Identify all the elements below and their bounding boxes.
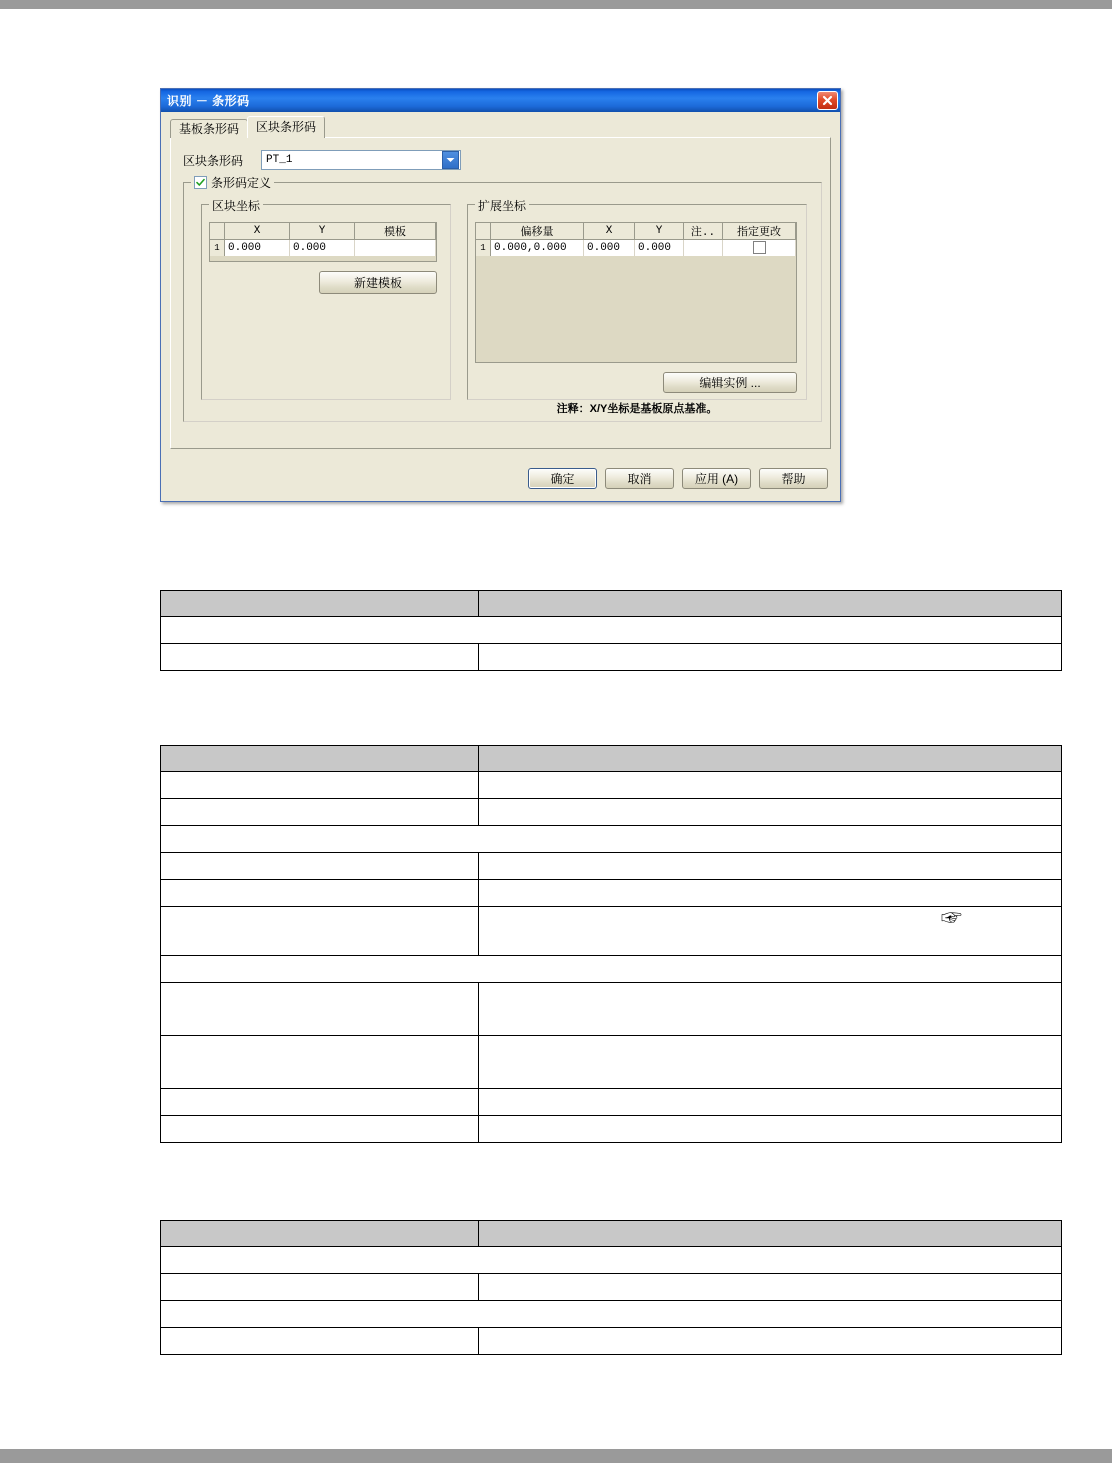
column-header-x[interactable]: X — [584, 223, 635, 240]
cell-b — [479, 1274, 1062, 1301]
cell-a — [161, 1328, 479, 1355]
cancel-button[interactable]: 取消 — [605, 468, 674, 489]
block-barcode-select[interactable] — [261, 150, 461, 170]
column-header-y[interactable]: Y — [290, 223, 355, 240]
table-row — [161, 853, 1062, 880]
cell-b — [479, 853, 1062, 880]
table-row — [161, 826, 1062, 853]
column-header-y[interactable]: Y — [635, 223, 684, 240]
cell-y[interactable]: 0.000 — [635, 240, 684, 257]
tab-base-barcode[interactable]: 基板条形码 — [170, 119, 248, 138]
cell-a — [161, 907, 479, 956]
help-button[interactable]: 帮助 — [759, 468, 828, 489]
table-row — [161, 1247, 1062, 1274]
row-index: 1 — [476, 240, 491, 257]
apply-button[interactable]: 应用 (A) — [682, 468, 751, 489]
table-row — [161, 1036, 1062, 1089]
cell-offset[interactable]: 0.000,0.000 — [491, 240, 584, 257]
cell-span — [161, 956, 1062, 983]
cell-a — [161, 644, 479, 671]
page-bottom-rule — [0, 1449, 1112, 1463]
column-header-b — [479, 746, 1062, 772]
pointing-hand-icon: ☞ — [941, 907, 962, 930]
tabstrip — [170, 117, 324, 138]
cell-a — [161, 853, 479, 880]
cell-span — [161, 1301, 1062, 1328]
cell-b — [479, 907, 1062, 956]
table-row — [161, 1301, 1062, 1328]
table-row — [161, 644, 1062, 671]
page-top-rule — [0, 0, 1112, 9]
dialog-body — [161, 112, 840, 501]
cell-a — [161, 1116, 479, 1143]
new-template-button[interactable]: 新建模板 — [319, 271, 437, 294]
table-row[interactable] — [210, 240, 436, 257]
cell-y[interactable]: 0.000 — [290, 240, 355, 257]
cell-a — [161, 1274, 479, 1301]
extend-coord-legend: 扩展坐标 — [475, 197, 529, 214]
barcode-dialog — [160, 88, 841, 502]
checkmark-icon — [194, 176, 207, 189]
column-header-note[interactable]: 注.. — [684, 223, 723, 240]
cell-b — [479, 880, 1062, 907]
grid-filler — [476, 256, 796, 363]
cell-a — [161, 983, 479, 1036]
column-header-b — [479, 1221, 1062, 1247]
cell-span — [161, 617, 1062, 644]
column-header-a — [161, 591, 479, 617]
table-row — [161, 956, 1062, 983]
cell-span — [161, 826, 1062, 853]
cell-b — [479, 1116, 1062, 1143]
table-header-row — [476, 223, 796, 240]
row-index: 1 — [210, 240, 225, 257]
grid-corner[interactable] — [210, 223, 225, 240]
table-row — [161, 1089, 1062, 1116]
cell-b — [479, 644, 1062, 671]
table-row — [161, 617, 1062, 644]
grid-filler — [210, 256, 436, 262]
table-row — [161, 983, 1062, 1036]
doc-table-3 — [160, 1220, 1062, 1355]
column-header-a — [161, 1221, 479, 1247]
tab-block-barcode[interactable]: 区块条形码 — [247, 116, 325, 138]
table-header-row — [161, 591, 1062, 617]
block-barcode-value: PT_1 — [266, 154, 293, 166]
cell-b — [479, 983, 1062, 1036]
table-header-row — [210, 223, 436, 240]
specified-change-checkbox[interactable] — [753, 241, 766, 254]
dialog-title: 识别 － 条形码 — [167, 94, 250, 108]
block-coord-grid[interactable] — [209, 222, 437, 262]
chevron-down-icon[interactable] — [442, 151, 459, 169]
column-header-b — [479, 591, 1062, 617]
barcode-definition-checkbox[interactable] — [191, 174, 274, 191]
ok-button[interactable]: 确定 — [528, 468, 597, 489]
table-row — [161, 907, 1062, 956]
cell-b — [479, 799, 1062, 826]
block-coord-legend: 区块坐标 — [209, 197, 263, 214]
cell-a — [161, 1036, 479, 1089]
cell-span — [161, 1247, 1062, 1274]
table-row — [161, 880, 1062, 907]
cell-b — [479, 772, 1062, 799]
column-header-template[interactable]: 模板 — [355, 223, 436, 240]
column-header-x[interactable]: X — [225, 223, 290, 240]
tab-panel-block-barcode — [170, 137, 831, 449]
block-barcode-row — [183, 150, 461, 170]
dialog-button-bar — [528, 468, 828, 489]
cell-x[interactable]: 0.000 — [225, 240, 290, 257]
extend-coord-grid[interactable] — [475, 222, 797, 363]
cell-b — [479, 1036, 1062, 1089]
cell-a — [161, 880, 479, 907]
table-row — [161, 799, 1062, 826]
cell-specified-change[interactable] — [723, 240, 796, 257]
cell-a — [161, 1089, 479, 1116]
close-icon[interactable] — [817, 91, 838, 110]
doc-table-2 — [160, 745, 1062, 1143]
cell-a — [161, 772, 479, 799]
table-row — [161, 1274, 1062, 1301]
column-header-specified-change[interactable]: 指定更改 — [723, 223, 796, 240]
table-row — [161, 1116, 1062, 1143]
table-row[interactable] — [476, 240, 796, 257]
cell-b — [479, 1328, 1062, 1355]
grid-corner[interactable] — [476, 223, 491, 240]
table-header-row — [161, 746, 1062, 772]
cell-a — [161, 799, 479, 826]
edit-instance-button[interactable]: 编辑实例 ... — [663, 372, 797, 393]
cell-x[interactable]: 0.000 — [584, 240, 635, 257]
doc-table-1 — [160, 590, 1062, 671]
barcode-definition-label: 条形码定义 — [211, 176, 272, 190]
table-row — [161, 1328, 1062, 1355]
cell-template[interactable] — [355, 240, 436, 257]
column-header-a — [161, 746, 479, 772]
table-header-row — [161, 1221, 1062, 1247]
cell-b — [479, 1089, 1062, 1116]
table-row — [161, 772, 1062, 799]
cell-note[interactable] — [684, 240, 723, 257]
dialog-titlebar[interactable] — [161, 89, 840, 112]
column-header-offset[interactable]: 偏移量 — [491, 223, 584, 240]
block-barcode-label: 区块条形码 — [183, 153, 244, 168]
coordinate-note: 注释：X/Y坐标是基板原点基准。 — [556, 403, 718, 415]
